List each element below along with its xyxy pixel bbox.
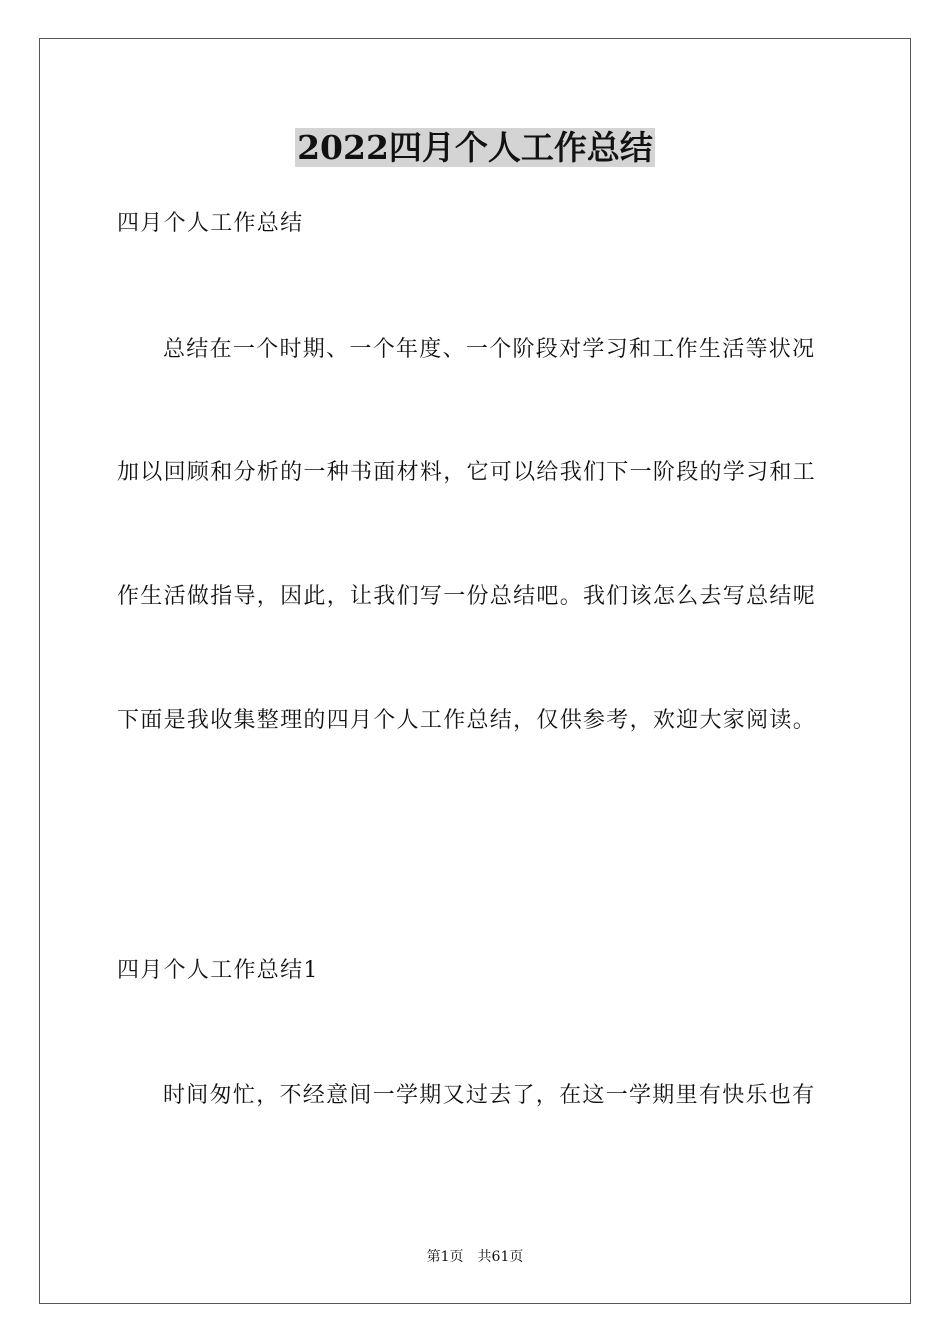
title-text: 2022四月个人工作总结 bbox=[297, 128, 653, 167]
intro-line-3: 作生活做指导，因此，让我们写一份总结吧。我们该怎么去写总结呢 bbox=[117, 584, 817, 609]
intro-line-1: 总结在一个时期、一个年度、一个阶段对学习和工作生活等状况 bbox=[163, 337, 816, 362]
document-subtitle: 四月个人工作总结 bbox=[117, 211, 304, 236]
section-line-1: 时间匆忙，不经意间一学期又过去了，在这一学期里有快乐也有 bbox=[163, 1083, 816, 1108]
intro-line-2: 加以回顾和分析的一种书面材料，它可以给我们下一阶段的学习和工 bbox=[117, 460, 817, 485]
section-heading: 四月个人工作总结1 bbox=[117, 958, 319, 983]
page-number: 第1页 共61页 bbox=[426, 1249, 524, 1265]
document-title bbox=[0, 127, 950, 169]
intro-line-4: 下面是我收集整理的四月个人工作总结，仅供参考，欢迎大家阅读。 bbox=[117, 708, 817, 733]
